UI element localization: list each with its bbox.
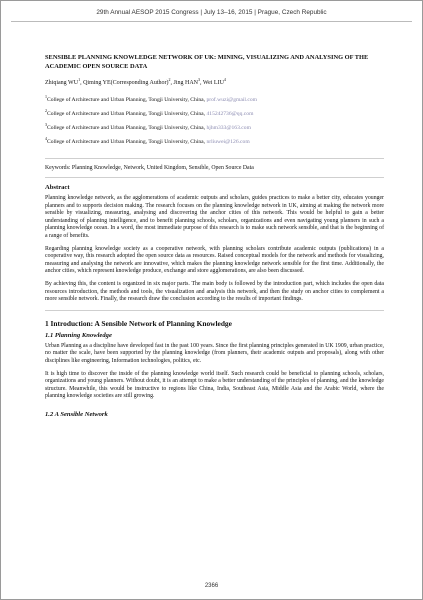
abstract-paragraph: By achieving this, the content is organized in six major parts. The main body is followed by the introduction part, which includes the open data resources introduction, the methods and tools, the visualization and analysis this network, and then the study on anchor cities to complement a more sensible network. Finally, the research draw the conclusion according to the results of important findings. [45,280,384,303]
running-header: 29th Annual AESOP 2015 Congress | July 13–16, 2015 | Prague, Czech Republic [96,9,327,16]
abstract-heading: Abstract [45,184,70,191]
affiliation-item [45,107,384,121]
affiliation-item [45,121,384,135]
affiliation-sup: 3 [45,122,47,128]
author-name: , Jing HAN [170,80,199,86]
section-heading: 1 Introduction: A Sensible Network of Planning Knowledge [45,318,232,328]
author-name: Zhiqiang WU [45,80,79,86]
author-sup: 4 [223,77,226,82]
author-name: , Wei LIU [200,80,224,86]
abstract-paragraph: Planning knowledge network, as the agglomerations of academic outputs and scholars, guides practices to make a better city, educates younger planners and to supports decision making. The research focuses on the planning knowledge network in UK, aiming at making the network more sensible by visualizing, measuring, analysing and discovering the anchor cities of this network. This would be helpful to gain a better understanding of planning intelligence, and to benefit planning schools, scholars, organizations and even navigating young planners in such a planning knowledge ocean. In a word, the most immediate purpose of this research is to make such network sensible, and that is the beginning of a range of benefits. [45,195,384,239]
keywords: Keywords: Planning Knowledge, Network, United Kingdom, Sensible, Open Source Data [45,165,254,171]
author-sup: 2 [168,77,171,82]
author-sup: 1 [78,77,81,82]
divider [45,310,384,311]
affiliation-sup: 4 [45,136,47,142]
affiliation-sup: 2 [45,108,47,114]
affiliation-list [45,93,384,149]
divider [45,177,384,178]
affiliation-item [45,135,384,149]
body-paragraph: It is high time to discover the inside of the planning knowledge world itself. Such research could be beneficial to planning schools, scholars, organizations and young planners. Without doubt, it is an attempt to make a better understanding of the principles of planning, and the knowledge structure. Meanwhile, this would be instructive to regions like China, India, Southeast Asia, Middle Asia and the Arabic World, where the planning knowledge societies are still growing. [45,370,384,400]
affiliation-sup: 1 [45,94,47,100]
email-link[interactable]: prof.wuzi@gmail.com [206,97,257,103]
header-divider [11,21,412,22]
email-link[interactable]: 415242736@qq.com [206,111,254,117]
divider [45,158,384,159]
email-link[interactable]: hjhm333@163.com [206,125,251,131]
affiliation-text: College of Architecture and Urban Planning, Tongji University, China, [47,139,207,145]
subsection-heading: 1.2 A Sensible Network [45,410,108,418]
abstract-paragraph: Regarding planning knowledge society as a cooperative network, with planning scholars contribute academic outputs (publications) in a cooperative way, this research adopted the open source data as resources. Raised conceptual models for the network and methods for visualizing, measuring and analysing the network are innovative, which makes the planning knowledge network sensible for the first time. Additionally, the anchor cities, which represent knowledge produce, exchange and store agglomerations, are also been discussed. [45,245,384,275]
affiliation-text: College of Architecture and Urban Planning, Tongji University, China, [47,125,207,131]
body-paragraph: Urban Planning as a discipline have developed fast in the past 100 years. Since the first planning principles generated in UK 1909, urban practice, no matter the scale, have been supported by the planning knowledge (from planners, their academic outputs and proposals), along with other disciplines like engineering, Information technologies, politics, etc. [45,342,384,364]
author-sup: 3 [198,77,201,82]
author-list [45,77,384,86]
affiliation-text: College of Architecture and Urban Planning, Tongji University, China, [47,97,207,103]
author-name: , Qiming YE(Corresponding Author) [80,80,169,86]
affiliation-item [45,93,384,107]
subsection-heading: 1.1 Planning Knowledge [45,331,112,339]
email-link[interactable]: nrliuwei@126.com [206,139,250,145]
paper-content [45,53,384,422]
page-number: 2366 [204,583,219,589]
affiliation-text: College of Architecture and Urban Planning, Tongji University, China, [47,111,207,117]
paper-title: SENSIBLE PLANNING KNOWLEDGE NETWORK OF UK: MINING, VISUALIZING AND ANALYSING OF THE ACADEMIC OPEN SOURCE DATA [45,54,369,70]
